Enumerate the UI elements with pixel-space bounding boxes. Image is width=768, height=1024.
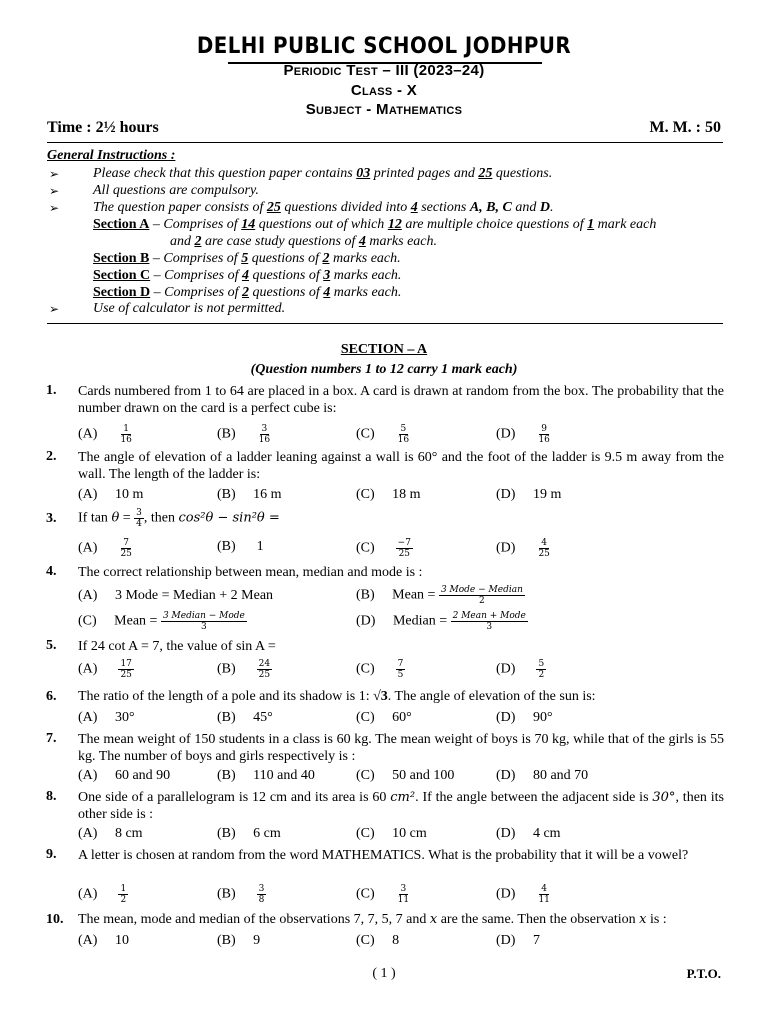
option-a: (A) 10 (78, 933, 129, 948)
header-rule (47, 142, 723, 143)
option-a: (A) 60 and 90 (78, 768, 171, 783)
option-d: (D) $\frac{5}{2}$ (496, 659, 545, 680)
option-c: (C) 8 (356, 933, 400, 948)
instruction-section-b: Section B – Comprises of 5 questions of 2 marks each. (93, 251, 401, 266)
question-text: If 24 cot A = 7, the value of sin A = (78, 639, 276, 654)
option-b: (B) 6 cm (217, 826, 281, 841)
instruction-sections: The question paper consists of 25 questions divided into 4 sections A, B, C and D. (93, 200, 554, 215)
option-a: (A) 8 cm (78, 826, 143, 841)
option-d: (D) $\frac{4}{25}$ (496, 538, 550, 559)
option-c: (C) 10 cm (356, 826, 427, 841)
option-a: (A) $\frac{1}{2}$ (78, 884, 127, 905)
option-a: (A) $\frac{7}{25}$ (78, 538, 132, 559)
option-c: (C) $\frac{7}{5}$ (356, 659, 404, 680)
question-text: The angle of elevation of a ladder leaning against a wall is 60° and the foot of the ladder is 9.5 m away from the wall. The length of the ladder is: (78, 450, 724, 482)
instruction-pages: Please check that this question paper contains 03 printed pages and 25 questions. (93, 166, 553, 181)
question-number: 5. (46, 638, 57, 653)
option-d: (D) $\frac{9}{16}$ (496, 424, 550, 445)
option-b: (B) 1 (217, 539, 264, 554)
option-a: (A) 3 Mode = Median + 2 Mean (78, 588, 274, 603)
time-allowed: Time : 2½ hours (47, 119, 159, 136)
question-number: 7. (46, 731, 57, 746)
option-b: (B) $\frac{3}{16}$ (217, 424, 271, 445)
section-title: SECTION – A (340, 342, 428, 357)
option-c: (C) 60° (356, 710, 412, 725)
bullet-icon: ➢ (49, 184, 60, 198)
option-d: (D) 4 cm (496, 826, 561, 841)
option-b: (B) 110 and 40 (217, 768, 315, 783)
option-b: (B) 16 m (217, 487, 282, 502)
option-d: (D) $\frac{4}{11}$ (496, 884, 550, 905)
instructions-title: General Instructions : (47, 148, 176, 163)
option-c: (C) 18 m (356, 487, 421, 502)
option-b: (B) $\frac{24}{25}$ (217, 659, 271, 680)
option-b: (B) Mean = $\frac{\text{3 Mode − Median}}{2}$ (356, 585, 523, 606)
instruction-section-c: Section C – Comprises of 4 questions of 3 marks each. (93, 268, 402, 283)
option-c: (C) 50 and 100 (356, 768, 455, 783)
question-text: Cards numbered from 1 to 64 are placed in a box. A card is drawn at random from the box. The probability that the number drawn on the card is a perfect cube is: (78, 384, 724, 416)
school-name: DELHI PUBLIC SCHOOL JODHPUR (196, 34, 572, 59)
option-a: (A) 10 m (78, 487, 144, 502)
question-text: The mean, mode and median of the observations 7, 7, 5, 7 and x are the same. Then the observation x is : (78, 912, 667, 927)
option-a: (A) 30° (78, 710, 135, 725)
option-c: (C) $\frac{-7}{25}$ (356, 538, 411, 559)
bullet-icon: ➢ (49, 201, 60, 215)
question-number: 2. (46, 449, 57, 464)
subject-title: Subject - Mathematics (305, 101, 463, 118)
section-subtitle: (Question numbers 1 to 12 carry 1 mark each) (250, 362, 518, 377)
instruction-calculator: Use of calculator is not permitted. (93, 301, 286, 316)
option-d: (D) 80 and 70 (496, 768, 589, 783)
question-text: One side of a parallelogram is 12 cm and its area is 60 cm². If the angle between the adjacent side is 30°, then its other side is : (78, 790, 724, 822)
option-d: (D) Median = $\frac{\text{2 Mean + Mode}}{3}$ (356, 611, 526, 632)
test-title: Periodic Test – III (2023–24) (283, 62, 485, 79)
bullet-icon: ➢ (49, 167, 60, 181)
instructions-rule (47, 323, 723, 324)
option-d: (D) 90° (496, 710, 553, 725)
question-text: If tan θ = $\frac{3}{4}$ , then cos²θ − sin²θ = (78, 508, 280, 529)
question-number: 4. (46, 564, 57, 579)
please-turn-over: P.T.O. (686, 966, 721, 981)
instruction-section-a: Section A – Comprises of 14 questions out of which 12 are multiple choice questions of 1 mark each (93, 217, 657, 232)
option-d: (D) 19 m (496, 487, 562, 502)
option-d: (D) 7 (496, 933, 540, 948)
question-text: The ratio of the length of a pole and its shadow is 1: √3. The angle of elevation of the sun is: (78, 689, 596, 704)
question-text: The mean weight of 150 students in a class is 60 kg. The mean weight of boys is 70 kg, while that of the girls is 55 kg. The number of boys and girls respectively is : (78, 732, 724, 764)
option-a: (A) $\frac{17}{25}$ (78, 659, 132, 680)
option-b: (B) $\frac{3}{8}$ (217, 884, 265, 905)
question-text: A letter is chosen at random from the word MATHEMATICS. What is the probability that it will be a vowel? (78, 848, 689, 863)
class-title: Class - X (350, 82, 418, 99)
bullet-icon: ➢ (49, 302, 60, 316)
instruction-compulsory: All questions are compulsory. (93, 183, 259, 198)
option-b: (B) 9 (217, 933, 261, 948)
option-a: (A) $\frac{1}{16}$ (78, 424, 132, 445)
question-number: 9. (46, 847, 57, 862)
option-c: (C) $\frac{3}{11}$ (356, 884, 410, 905)
question-number: 1. (46, 383, 57, 398)
instruction-section-d: Section D – Comprises of 2 questions of 4 marks each. (93, 285, 402, 300)
option-b: (B) 45° (217, 710, 273, 725)
option-c: (C) $\frac{5}{16}$ (356, 424, 410, 445)
question-number: 10. (46, 912, 64, 927)
question-text: The correct relationship between mean, median and mode is : (78, 565, 423, 580)
max-marks: M. M. : 50 (649, 119, 721, 136)
question-number: 8. (46, 789, 57, 804)
instruction-section-a-cont: and 2 are case study questions of 4 marks each. (170, 234, 438, 249)
option-c: (C) Mean = $\frac{\text{3 Median − Mode}}{3}$ (78, 611, 245, 632)
page-number: ( 1 ) (372, 966, 396, 981)
question-number: 6. (46, 689, 57, 704)
question-number: 3. (46, 511, 57, 526)
